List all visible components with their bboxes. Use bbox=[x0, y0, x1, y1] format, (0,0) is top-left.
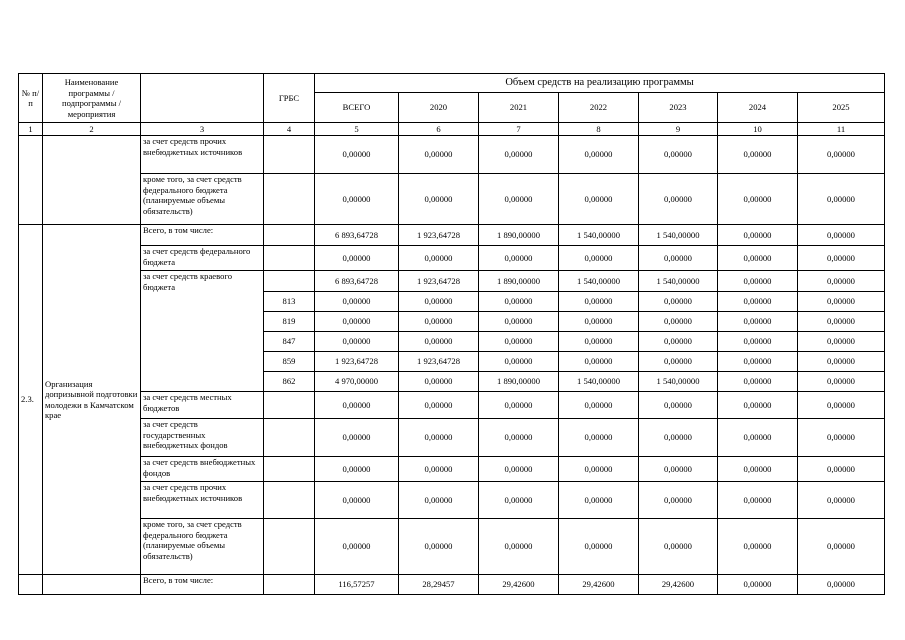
value-year: 0,00000 bbox=[718, 372, 798, 392]
value-year: 1 890,00000 bbox=[479, 225, 559, 246]
value-year: 0,00000 bbox=[798, 332, 885, 352]
value-year: 0,00000 bbox=[798, 246, 885, 271]
column-number: 1 bbox=[19, 123, 43, 136]
table-row bbox=[19, 419, 885, 457]
value-total: 0,00000 bbox=[315, 246, 399, 271]
value-total: 0,00000 bbox=[315, 174, 399, 225]
value-year: 0,00000 bbox=[639, 136, 718, 174]
value-year: 0,00000 bbox=[718, 225, 798, 246]
program-budget-table bbox=[18, 73, 885, 595]
value-year: 0,00000 bbox=[399, 312, 479, 332]
table-body bbox=[19, 136, 885, 595]
value-year: 0,00000 bbox=[718, 271, 798, 292]
column-number: 3 bbox=[141, 123, 264, 136]
funding-source: за счет средств государственных внебюджетных фондов bbox=[141, 419, 264, 457]
value-year: 0,00000 bbox=[718, 136, 798, 174]
value-year: 0,00000 bbox=[718, 312, 798, 332]
value-year: 0,00000 bbox=[798, 482, 885, 519]
value-year: 0,00000 bbox=[639, 292, 718, 312]
header-year: 2024 bbox=[718, 93, 798, 123]
program-name bbox=[43, 575, 141, 595]
funding-source: за счет средств местных бюджетов bbox=[141, 392, 264, 419]
value-year: 0,00000 bbox=[399, 372, 479, 392]
value-year: 0,00000 bbox=[798, 419, 885, 457]
funding-source: кроме того, за счет средств федерального бюджета (планируемые объемы обязательств) bbox=[141, 519, 264, 575]
header-year: 2021 bbox=[479, 93, 559, 123]
value-total: 0,00000 bbox=[315, 457, 399, 482]
value-year: 0,00000 bbox=[399, 292, 479, 312]
value-year: 0,00000 bbox=[798, 312, 885, 332]
column-number: 9 bbox=[639, 123, 718, 136]
value-total: 1 923,64728 bbox=[315, 352, 399, 372]
value-year: 0,00000 bbox=[639, 482, 718, 519]
value-year: 0,00000 bbox=[559, 136, 639, 174]
value-total: 0,00000 bbox=[315, 419, 399, 457]
value-year: 0,00000 bbox=[399, 419, 479, 457]
value-year: 29,42600 bbox=[639, 575, 718, 595]
value-year: 1 923,64728 bbox=[399, 271, 479, 292]
value-year: 0,00000 bbox=[559, 332, 639, 352]
value-year: 0,00000 bbox=[718, 519, 798, 575]
value-total: 116,57257 bbox=[315, 575, 399, 595]
value-year: 0,00000 bbox=[639, 519, 718, 575]
value-year: 1 923,64728 bbox=[399, 225, 479, 246]
value-year: 1 923,64728 bbox=[399, 352, 479, 372]
value-year: 1 540,00000 bbox=[639, 372, 718, 392]
value-total: 0,00000 bbox=[315, 392, 399, 419]
column-number: 4 bbox=[264, 123, 315, 136]
header-row-1 bbox=[19, 74, 885, 93]
program-name bbox=[43, 136, 141, 225]
value-year: 0,00000 bbox=[798, 392, 885, 419]
value-year: 0,00000 bbox=[559, 419, 639, 457]
header-grbs: ГРБС bbox=[264, 74, 315, 123]
value-year: 1 540,00000 bbox=[559, 271, 639, 292]
value-year: 0,00000 bbox=[479, 392, 559, 419]
grbs-code: 847 bbox=[264, 332, 315, 352]
value-year: 0,00000 bbox=[559, 352, 639, 372]
value-total: 0,00000 bbox=[315, 519, 399, 575]
value-year: 1 540,00000 bbox=[639, 225, 718, 246]
value-year: 0,00000 bbox=[479, 519, 559, 575]
value-year: 0,00000 bbox=[718, 352, 798, 372]
value-year: 0,00000 bbox=[639, 174, 718, 225]
value-year: 0,00000 bbox=[479, 352, 559, 372]
value-year: 0,00000 bbox=[559, 482, 639, 519]
value-year: 0,00000 bbox=[718, 174, 798, 225]
value-year: 0,00000 bbox=[798, 372, 885, 392]
header-year: 2025 bbox=[798, 93, 885, 123]
table-row bbox=[19, 174, 885, 225]
value-year: 0,00000 bbox=[559, 246, 639, 271]
value-year: 0,00000 bbox=[639, 246, 718, 271]
row-number bbox=[19, 136, 43, 225]
value-total: 0,00000 bbox=[315, 332, 399, 352]
value-year: 0,00000 bbox=[559, 392, 639, 419]
value-year: 0,00000 bbox=[798, 519, 885, 575]
program-name: Организация допризывной подготовки молодежи в Камчатском крае bbox=[43, 225, 141, 575]
value-year: 0,00000 bbox=[399, 246, 479, 271]
column-number: 5 bbox=[315, 123, 399, 136]
value-year: 1 540,00000 bbox=[639, 271, 718, 292]
funding-source: за счет средств прочих внебюджетных источников bbox=[141, 136, 264, 174]
header-year: 2020 bbox=[399, 93, 479, 123]
value-year: 0,00000 bbox=[718, 482, 798, 519]
value-year: 0,00000 bbox=[718, 575, 798, 595]
column-number: 10 bbox=[718, 123, 798, 136]
grbs-code bbox=[264, 246, 315, 271]
grbs-code bbox=[264, 519, 315, 575]
value-year: 0,00000 bbox=[559, 312, 639, 332]
value-total: 4 970,00000 bbox=[315, 372, 399, 392]
value-total: 6 893,64728 bbox=[315, 271, 399, 292]
value-year: 0,00000 bbox=[639, 457, 718, 482]
header-total: ВСЕГО bbox=[315, 93, 399, 123]
funding-source: за счет средств краевого бюджета bbox=[141, 271, 264, 392]
document-sheet bbox=[18, 73, 884, 595]
header-year: 2022 bbox=[559, 93, 639, 123]
value-total: 6 893,64728 bbox=[315, 225, 399, 246]
value-year: 0,00000 bbox=[399, 332, 479, 352]
value-year: 29,42600 bbox=[559, 575, 639, 595]
value-year: 0,00000 bbox=[399, 519, 479, 575]
table-row bbox=[19, 392, 885, 419]
column-numbers-row bbox=[19, 123, 885, 136]
value-year: 0,00000 bbox=[798, 457, 885, 482]
row-number: 2.3. bbox=[19, 225, 43, 575]
grbs-code bbox=[264, 136, 315, 174]
value-year: 1 890,00000 bbox=[479, 271, 559, 292]
value-year: 0,00000 bbox=[479, 292, 559, 312]
value-year: 0,00000 bbox=[639, 332, 718, 352]
value-year: 0,00000 bbox=[559, 292, 639, 312]
value-total: 0,00000 bbox=[315, 292, 399, 312]
value-year: 0,00000 bbox=[639, 312, 718, 332]
table-row bbox=[19, 482, 885, 519]
value-year: 0,00000 bbox=[399, 392, 479, 419]
header-volume-title: Объем средств на реализацию программы bbox=[315, 74, 885, 93]
value-year: 0,00000 bbox=[639, 352, 718, 372]
grbs-code bbox=[264, 482, 315, 519]
table-row bbox=[19, 575, 885, 595]
grbs-code bbox=[264, 174, 315, 225]
grbs-code bbox=[264, 575, 315, 595]
value-year: 0,00000 bbox=[479, 174, 559, 225]
value-year: 0,00000 bbox=[479, 246, 559, 271]
value-year: 0,00000 bbox=[718, 419, 798, 457]
table-row bbox=[19, 246, 885, 271]
value-year: 0,00000 bbox=[718, 292, 798, 312]
value-year: 0,00000 bbox=[399, 482, 479, 519]
column-number: 8 bbox=[559, 123, 639, 136]
value-year: 0,00000 bbox=[479, 312, 559, 332]
grbs-code: 813 bbox=[264, 292, 315, 312]
value-year: 0,00000 bbox=[639, 392, 718, 419]
column-number: 7 bbox=[479, 123, 559, 136]
funding-source: Всего, в том числе: bbox=[141, 225, 264, 246]
value-year: 0,00000 bbox=[798, 271, 885, 292]
grbs-code bbox=[264, 271, 315, 292]
row-number bbox=[19, 575, 43, 595]
value-year: 0,00000 bbox=[639, 419, 718, 457]
value-year: 0,00000 bbox=[798, 352, 885, 372]
grbs-code: 819 bbox=[264, 312, 315, 332]
value-total: 0,00000 bbox=[315, 482, 399, 519]
value-year: 0,00000 bbox=[559, 457, 639, 482]
value-year: 0,00000 bbox=[399, 136, 479, 174]
value-year: 0,00000 bbox=[399, 457, 479, 482]
grbs-code bbox=[264, 457, 315, 482]
grbs-code bbox=[264, 419, 315, 457]
value-total: 0,00000 bbox=[315, 312, 399, 332]
value-year: 0,00000 bbox=[718, 392, 798, 419]
funding-source: за счет средств внебюджетных фондов bbox=[141, 457, 264, 482]
funding-source: кроме того, за счет средств федерального бюджета (планируемые объемы обязательств) bbox=[141, 174, 264, 225]
value-year: 1 540,00000 bbox=[559, 372, 639, 392]
value-year: 0,00000 bbox=[718, 246, 798, 271]
value-year: 0,00000 bbox=[479, 332, 559, 352]
funding-source: за счет средств федерального бюджета bbox=[141, 246, 264, 271]
table-row bbox=[19, 519, 885, 575]
header-no: № п/п bbox=[19, 74, 43, 123]
table-row bbox=[19, 457, 885, 482]
funding-source: за счет средств прочих внебюджетных источников bbox=[141, 482, 264, 519]
header-col3 bbox=[141, 74, 264, 123]
value-year: 0,00000 bbox=[798, 136, 885, 174]
value-year: 0,00000 bbox=[718, 332, 798, 352]
value-year: 1 890,00000 bbox=[479, 372, 559, 392]
value-year: 0,00000 bbox=[718, 457, 798, 482]
value-year: 1 540,00000 bbox=[559, 225, 639, 246]
grbs-code bbox=[264, 392, 315, 419]
table-row bbox=[19, 225, 885, 246]
grbs-code: 859 bbox=[264, 352, 315, 372]
value-year: 28,29457 bbox=[399, 575, 479, 595]
column-number: 11 bbox=[798, 123, 885, 136]
value-year: 0,00000 bbox=[798, 575, 885, 595]
table-row bbox=[19, 136, 885, 174]
header-name: Наименование программы / подпрограммы / мероприятия bbox=[43, 74, 141, 123]
value-year: 0,00000 bbox=[479, 419, 559, 457]
grbs-code: 862 bbox=[264, 372, 315, 392]
value-year: 0,00000 bbox=[798, 292, 885, 312]
value-year: 0,00000 bbox=[479, 457, 559, 482]
header-year: 2023 bbox=[639, 93, 718, 123]
table-row bbox=[19, 271, 885, 292]
value-total: 0,00000 bbox=[315, 136, 399, 174]
column-number: 6 bbox=[399, 123, 479, 136]
value-year: 0,00000 bbox=[559, 519, 639, 575]
value-year: 0,00000 bbox=[399, 174, 479, 225]
funding-source: Всего, в том числе: bbox=[141, 575, 264, 595]
value-year: 0,00000 bbox=[798, 174, 885, 225]
value-year: 0,00000 bbox=[479, 136, 559, 174]
column-number: 2 bbox=[43, 123, 141, 136]
grbs-code bbox=[264, 225, 315, 246]
value-year: 0,00000 bbox=[479, 482, 559, 519]
value-year: 29,42600 bbox=[479, 575, 559, 595]
value-year: 0,00000 bbox=[798, 225, 885, 246]
value-year: 0,00000 bbox=[559, 174, 639, 225]
